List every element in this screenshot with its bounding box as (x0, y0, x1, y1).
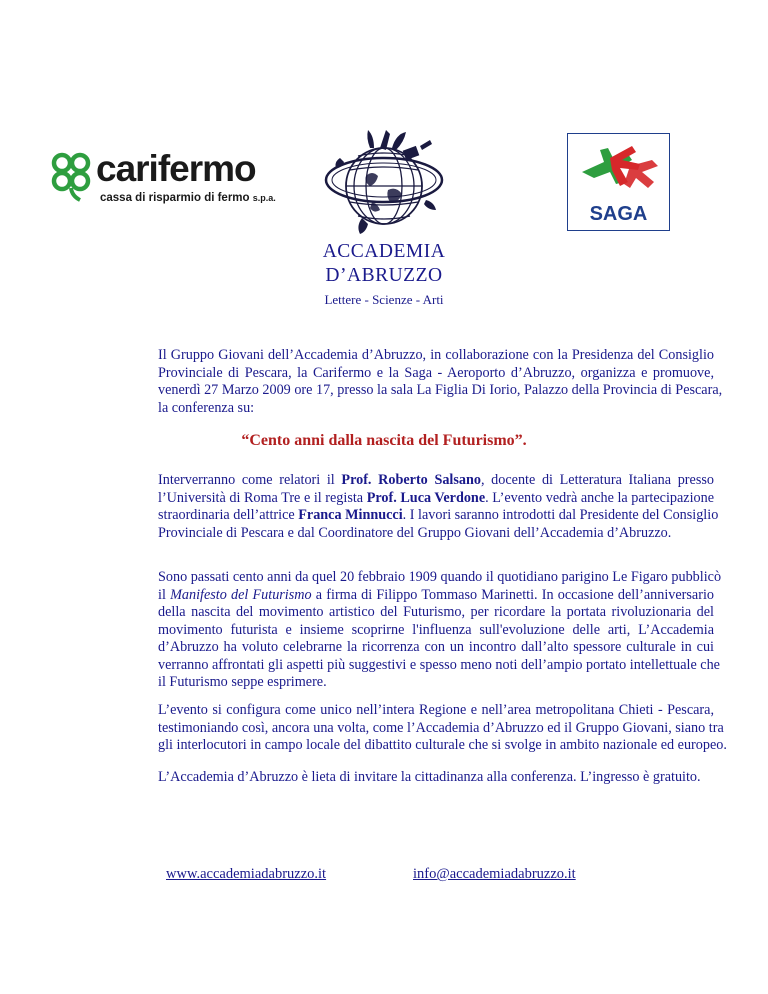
globe-emblem-icon (322, 118, 446, 240)
website-link[interactable]: www.accademiadabruzzo.it (166, 866, 327, 882)
org-title-line1: ACCADEMIA (322, 241, 446, 262)
history-paragraph (158, 569, 722, 692)
carifermo-logo (50, 148, 276, 210)
speakers-line: Provinciale di Pescara e dal Coordinatore del Gruppo Giovani dell’Accademia d’Abruzzo. (158, 524, 672, 541)
history-line: il Manifesto del Futurismo a firma di Filippo Tommaso Marinetti. In occasione dell’anniversario (158, 586, 714, 603)
history-line: movimento futurista e insieme scoprirne l'influenza sull'evoluzione delle arti, L’Accademia (158, 621, 714, 638)
invite-line: L’Accademia d’Abruzzo è lieta di invitare la cittadinanza alla conferenza. L’ingresso è gratuito. (158, 769, 701, 785)
intro-line: Il Gruppo Giovani dell’Accademia d’Abruzzo, in collaborazione con la Presidenza del Consiglio (158, 347, 714, 363)
conference-headline (0, 432, 768, 450)
email-link[interactable]: info@accademiadabruzzo.it (413, 866, 576, 882)
region-line: testimoniando così, ancora una volta, come l’Accademia d’Abruzzo ed il Gruppo Giovani, siano tra (158, 719, 724, 736)
carifermo-subtitle: cassa di risparmio di fermo s.p.a. (100, 192, 276, 204)
intro-line: venerdì 27 Marzo 2009 ore 17, presso la sala La Figlia Di Iorio, Palazzo della Provincia di Pescara, (158, 382, 723, 398)
saga-planes-icon (574, 138, 664, 198)
invite-paragraph (158, 769, 714, 787)
speakers-line: l’Università di Roma Tre e il regista Prof. Luca Verdone. L’evento vedrà anche la partecipazione (158, 489, 715, 506)
org-title-line2: D’ABRUZZO (325, 265, 443, 286)
speakers-line: straordinaria dell’attrice Franca Minnucci. I lavori saranno introdotti dal Presidente del Consiglio (158, 507, 719, 523)
headline-open-quote: “ (241, 432, 250, 449)
speakers-paragraph (158, 472, 719, 542)
region-line: L’evento si configura come unico nell’intera Regione e nell’area metropolitana Chieti - Pescara, (158, 702, 714, 718)
intro-line: Provinciale di Pescara, la Carifermo e la Saga - Aeroporto d’Abruzzo, organizza e promuove, (158, 364, 714, 381)
carifermo-wordmark: carifermo (96, 148, 256, 189)
history-line: verranno affrontati gli aspetti più suggestivi e spesso meno noti dell’ampio portato intellettuale che (158, 656, 720, 673)
saga-wordmark: SAGA (589, 203, 648, 225)
headline-text: Cento anni dalla nascita del Futurismo (249, 432, 515, 449)
intro-line: la conferenza su: (158, 399, 255, 416)
intro-paragraph (158, 347, 723, 417)
region-line: gli interlocutori in campo locale del dibattito culturale che si svolge in ambito nazionale ed europeo. (158, 737, 727, 753)
speaker-verdone: Prof. Luca Verdone (366, 489, 486, 506)
org-subtitle: Lettere - Scienze - Arti (324, 292, 444, 307)
speaker-minnucci: Franca Minnucci (298, 507, 403, 523)
speakers-line: Interverranno come relatori il Prof. Roberto Salsano, docente di Letteratura Italiana presso (158, 472, 714, 488)
history-line: Sono passati cento anni da quel 20 febbraio 1909 quando il quotidiano parigino Le Figaro pubblicò (158, 569, 722, 585)
saga-logo (567, 133, 670, 231)
manifesto-title: Manifesto del Futurismo (170, 586, 312, 603)
history-line: d’Abruzzo ha voluto celebrarne la ricorrenza con un incontro dall’alto spessore culturale in cui (158, 639, 714, 655)
history-line: della nascita del movimento artistico del Futurismo, per ricordare la portata rivoluzionaria del (158, 604, 714, 620)
history-line: il Futurismo seppe esprimere. (158, 674, 327, 690)
region-paragraph (158, 702, 727, 755)
carifermo-clover-icon (50, 150, 96, 202)
speaker-salsano: Prof. Roberto Salsano (341, 472, 481, 488)
headline-close-quote: ”. (514, 432, 527, 449)
